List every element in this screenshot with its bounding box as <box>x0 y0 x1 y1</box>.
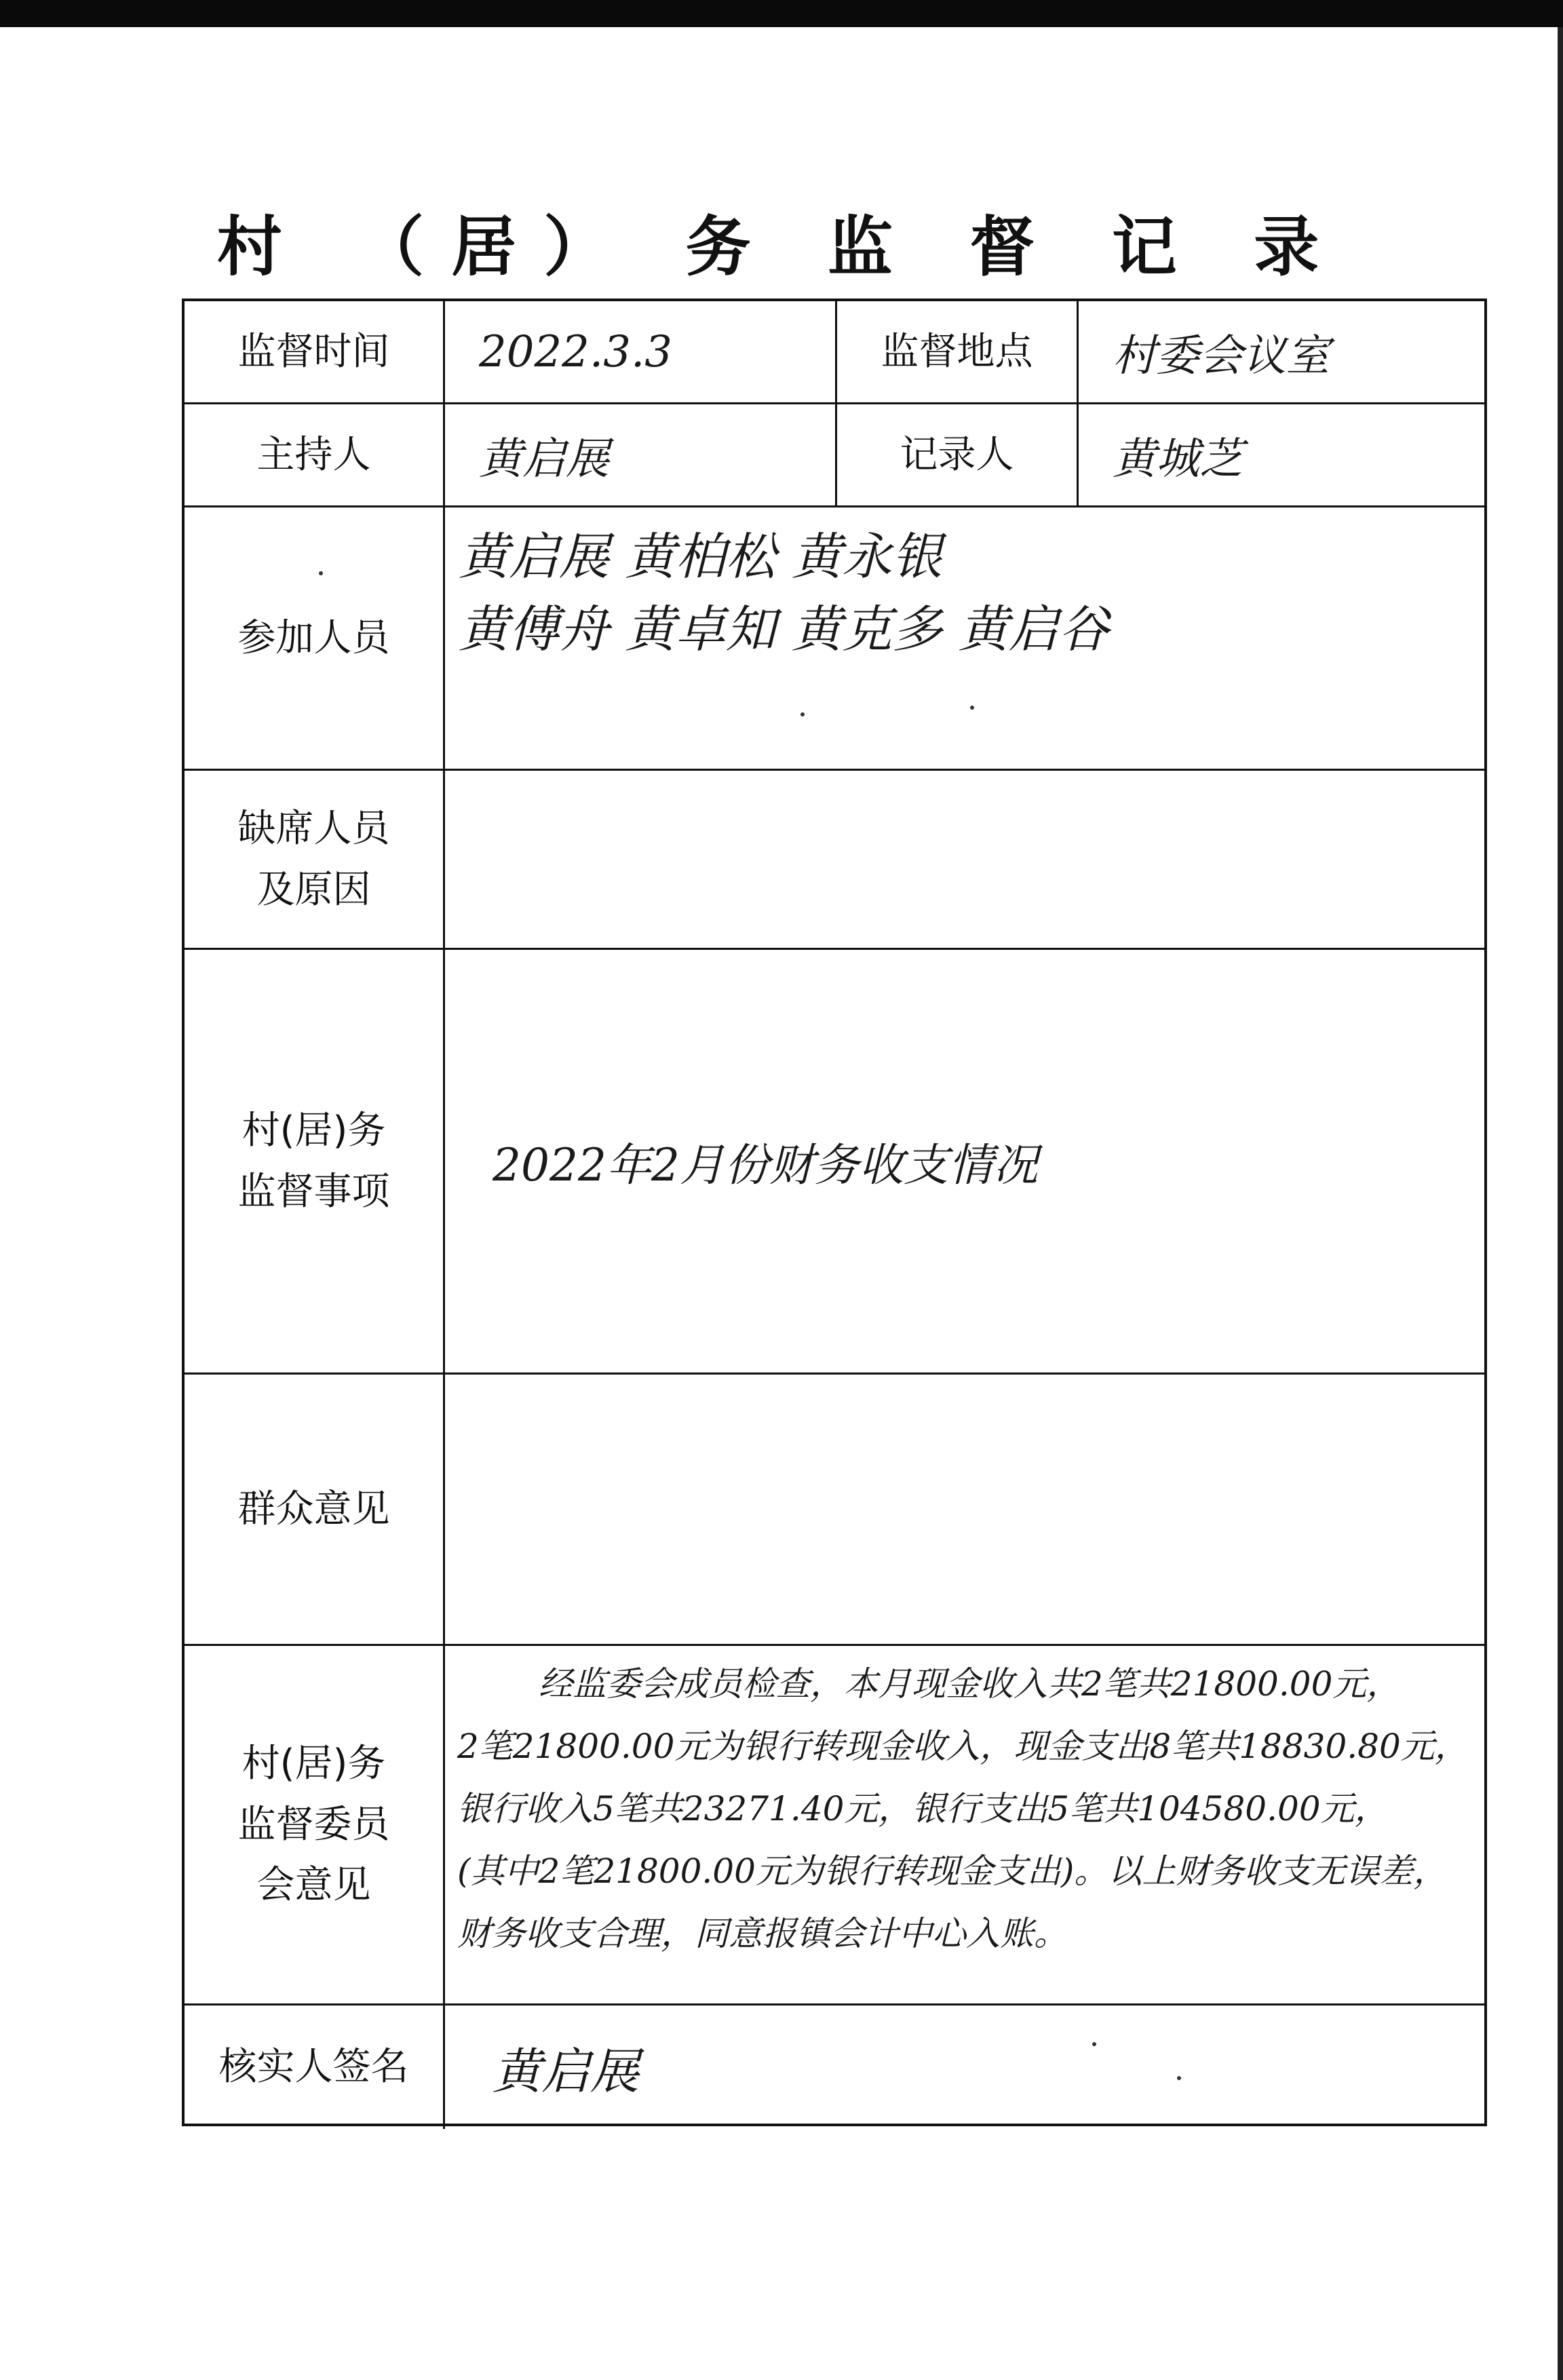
attendees-label: 参加人员 <box>185 507 445 769</box>
matter-value: 2022年2月份财务收支情况 <box>493 1139 1038 1191</box>
row-absent <box>185 771 1484 950</box>
committee-label <box>185 1646 445 2003</box>
scan-border-right <box>1558 27 1563 2380</box>
supervision-record-form <box>182 299 1487 2126</box>
row-public-opinion <box>185 1375 1484 1646</box>
committee-label-line-2: 监督委员 <box>237 1802 390 1847</box>
committee-label-line-3: 会意见 <box>256 1863 371 1908</box>
scan-speck <box>800 712 805 716</box>
recorder-label: 记录人 <box>837 404 1079 505</box>
public-opinion-value <box>445 1375 1487 1644</box>
attendees-value <box>445 507 1487 769</box>
absent-label <box>185 771 445 948</box>
place-label: 监督地点 <box>837 301 1079 402</box>
attendees-line-1: 黄启展 黄柏松 黄永银 <box>459 528 943 586</box>
row-host-recorder <box>185 404 1484 507</box>
row-committee-opinion <box>185 1646 1484 2005</box>
opinion-line-1: 经监委会成员检查，本月现金收入共2笔共21800.00元， <box>539 1664 1401 1704</box>
recorder-value: 黄城芝 <box>1113 434 1243 484</box>
committee-opinion-text <box>445 1646 1487 2003</box>
public-opinion-label: 群众意见 <box>185 1375 445 1644</box>
scan-speck <box>1092 2042 1096 2046</box>
opinion-line-4: (其中2笔21800.00元为银行转现金支出)。以上财务收支无误差， <box>457 1851 1448 1891</box>
place-value: 村委会议室 <box>1113 330 1330 381</box>
opinion-line-2: 2笔21800.00元为银行转现金收入，现金支出8笔共18830.80元， <box>457 1727 1469 1766</box>
row-matter <box>185 950 1484 1375</box>
signer-value: 黄启展 <box>493 2043 640 2100</box>
row-signer <box>185 2005 1484 2129</box>
matter-label <box>185 950 445 1373</box>
host-label: 主持人 <box>185 404 445 505</box>
scan-speck <box>970 706 974 710</box>
absent-label-line-1: 缺席人员 <box>237 806 390 851</box>
page-title: 村 （居） 务 监 督 记 录 <box>216 208 1347 285</box>
matter-label-line-1: 村(居)务 <box>242 1108 386 1153</box>
absent-value <box>445 771 1487 948</box>
opinion-line-3: 银行收入5笔共23271.40元，银行支出5笔共104580.00元， <box>457 1789 1389 1828</box>
host-value: 黄启展 <box>445 404 837 505</box>
row-time-place <box>185 301 1484 404</box>
scan-speck <box>1177 2076 1181 2080</box>
row-attendees <box>185 507 1484 771</box>
time-value: 2022.3.3 <box>445 301 837 402</box>
committee-label-line-1: 村(居)务 <box>242 1742 386 1786</box>
signer-label: 核实人签名 <box>185 2005 445 2129</box>
absent-label-line-2: 及原因 <box>256 867 371 912</box>
time-label: 监督时间 <box>185 301 445 402</box>
matter-label-line-2: 监督事项 <box>237 1169 390 1214</box>
opinion-line-5: 财务收支合理，同意报镇会计中心入账。 <box>457 1914 1068 1953</box>
scan-speck <box>319 571 323 575</box>
scan-border-top <box>0 0 1563 27</box>
attendees-line-2: 黄傅舟 黄卓知 黄克多 黄启谷 <box>459 600 1109 659</box>
